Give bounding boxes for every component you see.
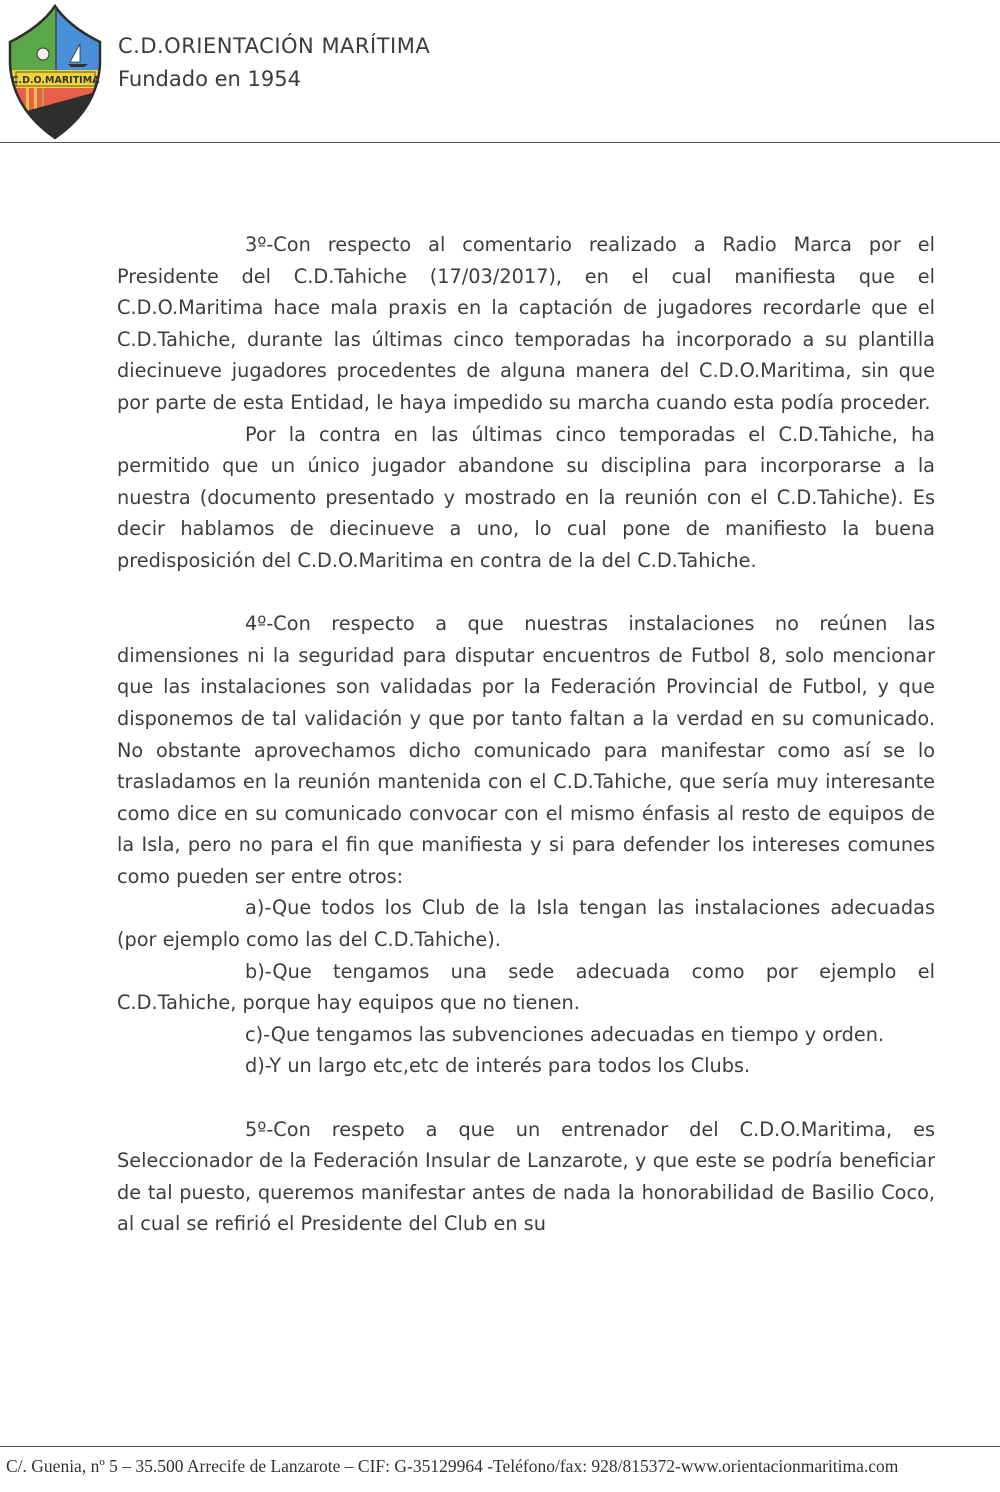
founded-year: Fundado en 1954 (118, 67, 301, 91)
list-item-b: b)-Que tengamos una sede adecuada como por ejemplo el C.D.Tahiche, porque hay equipos que no tienen. (117, 959, 935, 1015)
crest-label: C.D.O.MARITIMA (11, 75, 100, 86)
organization-name: C.D.ORIENTACIÓN MARÍTIMA (118, 34, 431, 58)
footer-divider (0, 1446, 1000, 1447)
footer-contact-info: C/. Guenia, nº 5 – 35.500 Arrecife de Lanzarote – CIF: G-35129964 -Teléfono/fax: 928/815372-www.orientacionmaritima.com (6, 1456, 899, 1476)
list-item-d: d)-Y un largo etc,etc de interés para todos los Clubs. (245, 1054, 751, 1078)
paragraph-point-3-cont: Por la contra en las últimas cinco temporadas el C.D.Tahiche, ha permitido que un único jugador abandone su disciplina para incorporarse a la nuestra (documento presentado y mostrado en la reunión con el C.D.Tahiche). Es decir hablamos de diecinueve a uno, lo cual pone de manifiesto la buena predisposición del C.D.O.Maritima en contra de la del C.D.Tahiche. (117, 422, 935, 572)
football-icon (37, 48, 49, 60)
header-divider (0, 142, 1000, 143)
paragraph-point-4: 4º-Con respecto a que nuestras instalaciones no reúnen las dimensiones ni la seguridad para disputar encuentros de Futbol 8, solo mencionar que las instalaciones son validadas por la Federación Provincial de Futbol, y que disponemos de tal validación y que por tanto faltan a la verdad en su comunicado. No obstante aprovechamos dicho comunicado para manifestar como así se lo trasladamos en la reunión mantenida con el C.D.Tahiche, que sería muy interesante como dice en su comunicado convocar con el mismo énfasis al resto de equipos de la Isla, pero no para el fin que manifiesta y si para defender los intereses comunes como pueden ser entre otros: (117, 612, 935, 888)
paragraph-point-5: 5º-Con respeto a que un entrenador del C.D.O.Maritima, es Seleccionador de la Federación Insular de Lanzarote, y que este se podría beneficiar de tal puesto, queremos manifestar antes de nada la honorabilidad de Basilio Coco, al cual se refirió el Presidente del Club en su (117, 1117, 935, 1236)
list-item-c: c)-Que tengamos las subvenciones adecuadas en tiempo y orden. (245, 1022, 885, 1046)
letter-body (117, 229, 935, 1240)
list-item-a: a)-Que todos los Club de la Isla tengan las instalaciones adecuadas (por ejemplo como las del C.D.Tahiche). (117, 896, 935, 952)
club-crest-logo (8, 4, 103, 140)
paragraph-point-3: 3º-Con respecto al comentario realizado a Radio Marca por el Presidente del C.D.Tahiche (17/03/2017), en el cual manifiesta que el C.D.O.Maritima hace mala praxis en la captación de jugadores recordarle que el C.D.Tahiche, durante las últimas cinco temporadas ha incorporado a su plantilla diecinueve jugadores procedentes de alguna manera del C.D.O.Maritima, sin que por parte de esta Entidad, le haya impedido su marcha cuando esta podía proceder. (117, 233, 935, 414)
